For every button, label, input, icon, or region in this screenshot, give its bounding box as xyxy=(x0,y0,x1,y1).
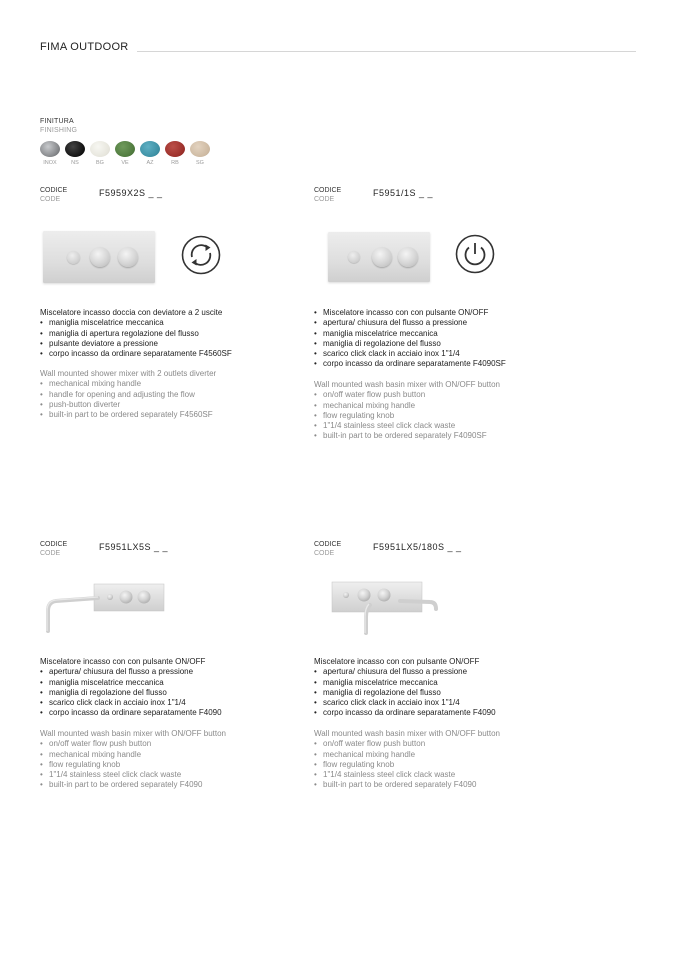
description-en xyxy=(40,729,226,791)
list-item: • maniglia miscelatrice meccanica xyxy=(314,329,506,339)
list-item: • built-in part to be ordered separately F4560SF xyxy=(40,410,216,420)
list-item: • maniglia di regolazione del flusso xyxy=(314,339,506,349)
product-code-row xyxy=(40,541,320,563)
swatch-code: INOX xyxy=(43,160,57,166)
list-item: • maniglia miscelatrice meccanica xyxy=(40,678,222,688)
swatch-ve[interactable] xyxy=(115,141,135,166)
swatch-rb[interactable] xyxy=(165,141,185,166)
bullet-list-it xyxy=(314,308,506,370)
description-it xyxy=(40,308,232,359)
on-off-button xyxy=(348,251,360,263)
description-title-en: Wall mounted wash basin mixer with ON/OFF button xyxy=(314,729,500,738)
description-it xyxy=(314,308,506,370)
swatch-code: SG xyxy=(196,160,204,166)
spout xyxy=(48,598,98,631)
swatch-color xyxy=(140,141,160,157)
description-title-en: Wall mounted wash basin mixer with ON/OFF button xyxy=(314,380,500,389)
list-item: • scarico click clack in acciaio inox 1"1/4 xyxy=(40,698,222,708)
description-en xyxy=(314,729,500,791)
bullet-list-it xyxy=(314,667,496,718)
product-image xyxy=(330,575,440,635)
bullet-list-en xyxy=(314,390,500,441)
description-it xyxy=(40,657,222,719)
on-off-button xyxy=(343,592,349,598)
list-item: • apertura/ chiusura del flusso a pressione xyxy=(314,667,496,677)
swatch-bg[interactable] xyxy=(90,141,110,166)
wall-plate xyxy=(43,231,155,283)
code-label-en: CODE xyxy=(40,550,61,557)
description-en xyxy=(314,380,500,442)
mixing-knob xyxy=(118,247,138,267)
list-item: • corpo incasso da ordinare separatamente F4560SF xyxy=(40,349,232,359)
swatch-code: AZ xyxy=(146,160,154,166)
swatch-color xyxy=(40,141,60,157)
flow-knob xyxy=(372,247,392,267)
swatch-code: NS xyxy=(71,160,79,166)
bullet-list-en xyxy=(40,379,216,420)
code-label-it: CODICE xyxy=(40,541,68,548)
list-item: • flow regulating knob xyxy=(40,760,226,770)
description-title-it: Miscelatore incasso con con pulsante ON/OFF xyxy=(314,657,480,666)
product-image xyxy=(43,228,155,286)
list-item: • corpo incasso da ordinare separatamente F4090 xyxy=(40,708,222,718)
product-code: F5951/1S _ _ xyxy=(373,188,434,198)
code-label-it: CODICE xyxy=(314,541,342,548)
description-it xyxy=(314,657,496,719)
list-item: • 1"1/4 stainless steel click clack waste xyxy=(314,770,500,780)
product-code: F5951LX5S _ _ xyxy=(99,542,169,552)
on-off-button xyxy=(107,594,113,600)
header-divider xyxy=(137,51,636,52)
list-item: • scarico click clack in acciaio inox 1"1/4 xyxy=(314,698,496,708)
code-label-it: CODICE xyxy=(40,187,68,194)
list-item: • maniglia di regolazione del flusso xyxy=(314,688,496,698)
list-item: • maniglia miscelatrice meccanica xyxy=(40,318,232,328)
list-item: • on/off water flow push button xyxy=(40,739,226,749)
description-title-it: Miscelatore incasso doccia con deviatore a 2 uscite xyxy=(40,308,223,317)
product-code-row xyxy=(40,187,320,209)
description-en xyxy=(40,369,216,420)
list-item: • scarico click clack in acciaio inox 1"1/4 xyxy=(314,349,506,359)
list-item: • pulsante deviatore a pressione xyxy=(40,339,232,349)
product-f5951-1s xyxy=(314,187,594,447)
code-label-en: CODE xyxy=(314,550,335,557)
product-f5951lx5-180s xyxy=(314,541,594,801)
code-label-en: CODE xyxy=(40,196,61,203)
product-code: F5951LX5/180S _ _ xyxy=(373,542,462,552)
swatch-color xyxy=(165,141,185,157)
product-image xyxy=(42,575,166,635)
mixing-knob xyxy=(378,589,391,602)
list-item: • flow regulating knob xyxy=(314,411,500,421)
list-item: • on/off water flow push button xyxy=(314,739,500,749)
list-item: • built-in part to be ordered separately F4090 xyxy=(40,780,226,790)
page-title: FIMA OUTDOOR xyxy=(40,41,129,53)
product-code-row xyxy=(314,541,594,563)
bullet-list-it xyxy=(40,667,222,718)
list-item: • Miscelatore incasso con con pulsante ON/OFF xyxy=(314,308,506,318)
list-item: • mechanical mixing handle xyxy=(40,379,216,389)
product-code-row xyxy=(314,187,594,209)
list-item: • handle for opening and adjusting the flow xyxy=(40,390,216,400)
swatch-code: BG xyxy=(96,160,104,166)
list-item: • built-in part to be ordered separately F4090 xyxy=(314,780,500,790)
list-item: • 1"1/4 stainless steel click clack waste xyxy=(314,421,500,431)
mixing-knob xyxy=(398,247,418,267)
swatch-sg[interactable] xyxy=(190,141,210,166)
bullet-list-en xyxy=(40,739,226,790)
swatch-code: VE xyxy=(121,160,129,166)
product-f5951lx5s xyxy=(40,541,320,801)
product-code: F5959X2S _ _ xyxy=(99,188,163,198)
list-item: • on/off water flow push button xyxy=(314,390,500,400)
list-item: • maniglia miscelatrice meccanica xyxy=(314,678,496,688)
swatch-color xyxy=(65,141,85,157)
bullet-list-en xyxy=(314,739,500,790)
swatch-inox[interactable] xyxy=(40,141,60,166)
list-item: • maniglia di apertura regolazione del flusso xyxy=(40,329,232,339)
diverter-icon xyxy=(181,235,221,275)
list-item: • flow regulating knob xyxy=(314,760,500,770)
swatch-color xyxy=(115,141,135,157)
swatch-az[interactable] xyxy=(140,141,160,166)
mixing-knob xyxy=(138,591,151,604)
swatch-color xyxy=(190,141,210,157)
description-title-it: Miscelatore incasso con con pulsante ON/OFF xyxy=(40,657,206,666)
list-item: • corpo incasso da ordinare separatamente F4090SF xyxy=(314,359,506,369)
list-item: • mechanical mixing handle xyxy=(314,750,500,760)
finish-swatches xyxy=(40,141,210,166)
flow-knob xyxy=(90,247,110,267)
flow-knob xyxy=(358,589,371,602)
flow-knob xyxy=(120,591,133,604)
list-item: • apertura/ chiusura del flusso a pressione xyxy=(314,318,506,328)
list-item: • built-in part to be ordered separately F4090SF xyxy=(314,431,500,441)
product-f5959x2s xyxy=(40,187,320,427)
list-item: • mechanical mixing handle xyxy=(40,750,226,760)
code-label-en: CODE xyxy=(314,196,335,203)
code-label-it: CODICE xyxy=(314,187,342,194)
list-item: • push-button diverter xyxy=(40,400,216,410)
list-item: • mechanical mixing handle xyxy=(314,401,500,411)
power-icon xyxy=(455,234,495,274)
description-title-en: Wall mounted shower mixer with 2 outlets diverter xyxy=(40,369,217,378)
bullet-list-it xyxy=(40,318,232,359)
list-item: • 1"1/4 stainless steel click clack waste xyxy=(40,770,226,780)
product-image xyxy=(328,228,430,286)
list-item: • apertura/ chiusura del flusso a pressione xyxy=(40,667,222,677)
swatch-ns[interactable] xyxy=(65,141,85,166)
swatch-color xyxy=(90,141,110,157)
wall-plate xyxy=(328,232,430,282)
finishing-label-it: FINITURA xyxy=(40,118,74,125)
diverter-button xyxy=(67,251,80,264)
finishing-label-en: FINISHING xyxy=(40,127,78,134)
list-item: • maniglia di regolazione del flusso xyxy=(40,688,222,698)
swatch-code: RB xyxy=(171,160,179,166)
description-title-en: Wall mounted wash basin mixer with ON/OFF button xyxy=(40,729,226,738)
list-item: • corpo incasso da ordinare separatamente F4090 xyxy=(314,708,496,718)
